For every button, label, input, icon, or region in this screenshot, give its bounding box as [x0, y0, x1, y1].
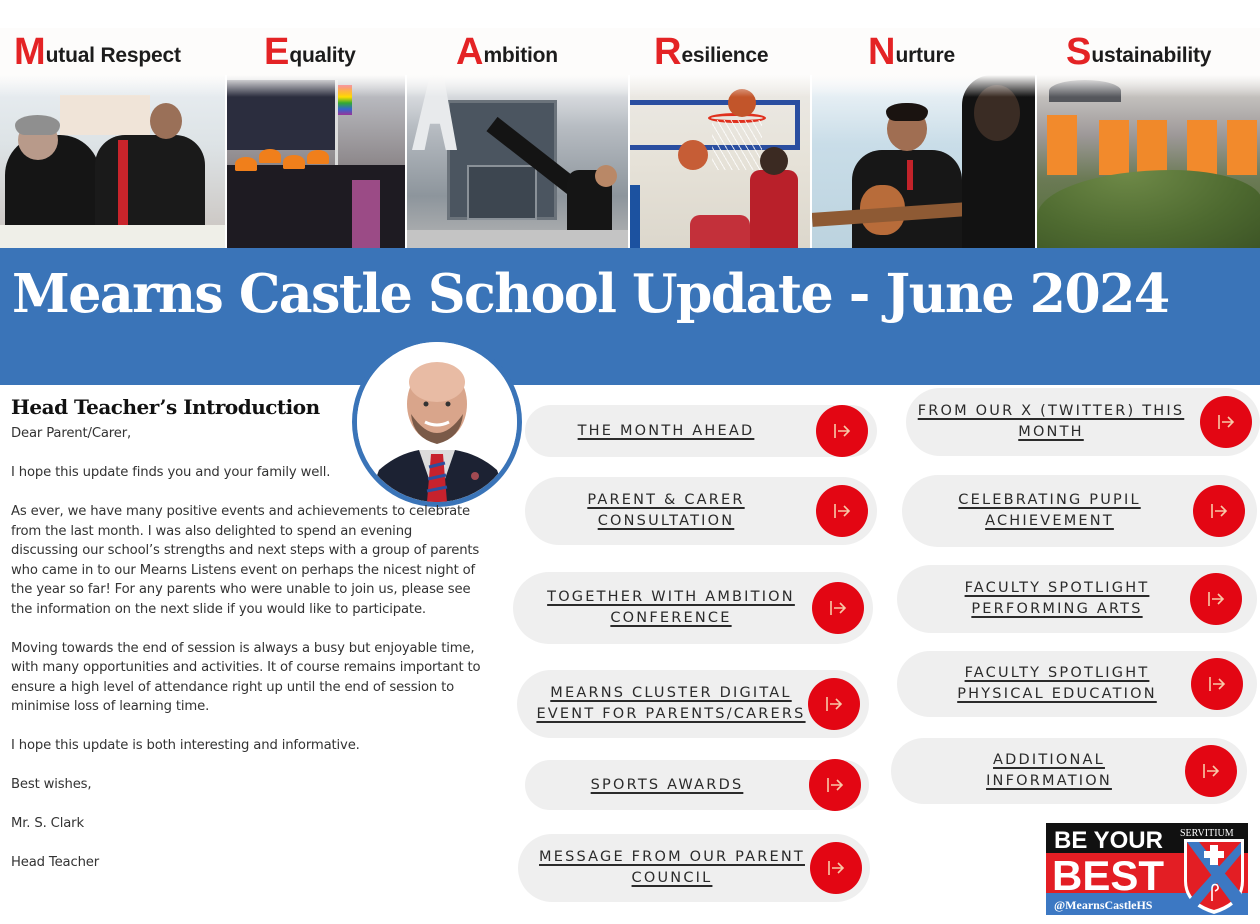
link-label[interactable]: FACULTY SPOTLIGHT PERFORMING ARTS: [964, 580, 1150, 617]
link-from-our-x-twitter[interactable]: [906, 388, 1260, 456]
be-your-best-logo: [1046, 823, 1248, 915]
link-label[interactable]: MESSAGE FROM OUR PARENT COUNCIL: [539, 849, 805, 886]
page-title: Mearns Castle School Update - June 2024: [12, 263, 1169, 325]
arrow-right-to-bar-icon[interactable]: [808, 678, 860, 730]
wall-mat: [630, 185, 640, 248]
value-resilience: [654, 28, 768, 80]
value-nurture: [868, 28, 955, 80]
hi-vis-vest: [1099, 120, 1129, 175]
value-sustainability: [1066, 28, 1211, 80]
net: [712, 120, 762, 170]
value-initial: S: [1066, 31, 1092, 73]
intro-signoff: Best wishes,: [11, 777, 92, 792]
turban: [235, 157, 257, 171]
player-head: [760, 147, 788, 175]
arrow-right-to-bar-icon[interactable]: [812, 582, 864, 634]
hi-vis-vest: [1227, 120, 1257, 175]
value-text: utual Respect: [45, 44, 181, 67]
intro-signature-name: Mr. S. Clark: [11, 816, 84, 831]
player-two: [690, 215, 750, 248]
value-text: urture: [895, 44, 955, 67]
intro-signature-role: Head Teacher: [11, 855, 100, 870]
arrow-right-to-bar-icon[interactable]: [1185, 745, 1237, 797]
link-together-with-ambition-conference[interactable]: [513, 572, 873, 644]
photo-sustainability: [1035, 75, 1260, 248]
value-text: ustainability: [1091, 44, 1212, 67]
svg-text:BEST: BEST: [1052, 852, 1165, 899]
value-initial: R: [654, 31, 682, 73]
arrow-right-to-bar-icon[interactable]: [816, 405, 868, 457]
basketball: [678, 140, 708, 170]
teacher-hair: [15, 115, 60, 135]
classroom-poster: [60, 95, 150, 135]
photo-strip: [0, 75, 1260, 248]
arrow-right-to-bar-icon[interactable]: [1191, 658, 1243, 710]
intro-paragraph-1: I hope this update finds you and your family well.: [11, 465, 331, 480]
link-faculty-spotlight-performing-arts[interactable]: [897, 565, 1257, 633]
sari: [352, 180, 380, 248]
value-text: mbition: [483, 44, 558, 67]
link-additional-information[interactable]: [891, 738, 1247, 804]
intro-paragraph-2: As ever, we have many positive events and achievements to celebrate from the last month. I was also delighted to spend an evening discussing our school’s strengths and next steps with a group of parents who came in to our Mearns Listens event on perhaps the nicest night of the year so far! For any parents who were unable to join us, please see the information on the next slide if you would like to participate.: [11, 504, 480, 617]
hedge: [1037, 170, 1260, 248]
letter-a-sign: [412, 75, 457, 150]
link-celebrating-pupil-achievement[interactable]: [902, 475, 1257, 547]
pupil-tie: [118, 140, 128, 230]
basketball: [728, 89, 756, 117]
link-mearns-cluster-digital-event[interactable]: [517, 670, 869, 738]
player-red-shirt: [750, 170, 798, 248]
link-message-from-parent-council[interactable]: [518, 834, 870, 902]
turban: [259, 149, 281, 163]
value-initial: A: [456, 31, 484, 73]
arrow-right-to-bar-icon[interactable]: [1193, 485, 1245, 537]
intro-paragraph-4: I hope this update is both interesting and informative.: [11, 738, 360, 753]
second-pupil-head: [974, 85, 1020, 141]
svg-text:@MearnsCastleHS: @MearnsCastleHS: [1054, 898, 1153, 912]
school-values-row: [0, 28, 1260, 76]
pupil-tie: [907, 160, 913, 190]
link-label[interactable]: MEARNS CLUSTER DIGITAL EVENT FOR PARENTS/CARERS: [536, 685, 806, 722]
arrow-right-to-bar-icon[interactable]: [816, 485, 868, 537]
value-text: quality: [289, 44, 356, 67]
pupil-head: [595, 165, 617, 187]
link-sports-awards[interactable]: [525, 760, 869, 810]
intro-paragraph-3: Moving towards the end of session is always a busy but enjoyable time, with many opportunities and activities. It of course remains important to ensure a high level of attendance right up until the end of session to minimise loss of learning time.: [11, 640, 481, 714]
photo-classroom: [0, 75, 225, 248]
desk: [0, 225, 225, 248]
link-parent-carer-consultation[interactable]: [525, 477, 877, 545]
link-label[interactable]: ADDITIONAL INFORMATION: [986, 752, 1112, 789]
photo-basketball: [628, 75, 810, 248]
link-label[interactable]: FROM OUR X (TWITTER) THIS MONTH: [917, 403, 1185, 440]
value-initial: E: [264, 31, 290, 73]
link-label[interactable]: CELEBRATING PUPIL ACHIEVEMENT: [958, 492, 1141, 529]
svg-text:SERVITIUM: SERVITIUM: [1180, 828, 1234, 839]
turban: [307, 150, 329, 164]
link-label[interactable]: PARENT & CARER CONSULTATION: [587, 492, 745, 529]
arrow-right-to-bar-icon[interactable]: [1200, 396, 1252, 448]
link-the-month-ahead[interactable]: [525, 405, 877, 457]
photo-ambition: [405, 75, 628, 248]
head-teacher-introduction: [11, 394, 501, 873]
intro-greeting: Dear Parent/Carer,: [11, 426, 132, 441]
hi-vis-vest: [1047, 115, 1077, 175]
pride-flag: [338, 85, 352, 115]
photo-ceremony: [225, 75, 405, 248]
value-mutual-respect: [14, 28, 181, 80]
link-label[interactable]: FACULTY SPOTLIGHT PHYSICAL EDUCATION: [957, 665, 1157, 702]
link-faculty-spotlight-physical-education[interactable]: [897, 651, 1257, 717]
value-initial: M: [14, 31, 46, 73]
pupil-hair: [886, 103, 928, 121]
arrow-right-to-bar-icon[interactable]: [810, 842, 862, 894]
link-label[interactable]: TOGETHER WITH AMBITION CONFERENCE: [547, 589, 795, 626]
svg-text:BE YOUR: BE YOUR: [1054, 827, 1163, 854]
turban: [283, 155, 305, 169]
link-label[interactable]: THE MONTH AHEAD: [577, 422, 755, 439]
value-text: esilience: [681, 44, 769, 67]
title-banner: [0, 248, 1260, 385]
value-equality: [264, 28, 356, 80]
value-ambition: [456, 28, 558, 80]
photo-guitar: [810, 75, 1035, 248]
umbrella: [1049, 80, 1121, 102]
link-label[interactable]: SPORTS AWARDS: [590, 776, 744, 793]
school-crest-logo-icon: [1046, 823, 1248, 915]
intro-heading: Head Teacher’s Introduction: [11, 395, 320, 419]
back-row-figures: [227, 80, 337, 150]
arrow-right-to-bar-icon[interactable]: [809, 759, 861, 811]
pavement: [407, 230, 628, 248]
pupil-head: [150, 103, 182, 139]
value-initial: N: [868, 31, 896, 73]
arrow-right-to-bar-icon[interactable]: [1190, 573, 1242, 625]
building-doors: [467, 165, 537, 220]
